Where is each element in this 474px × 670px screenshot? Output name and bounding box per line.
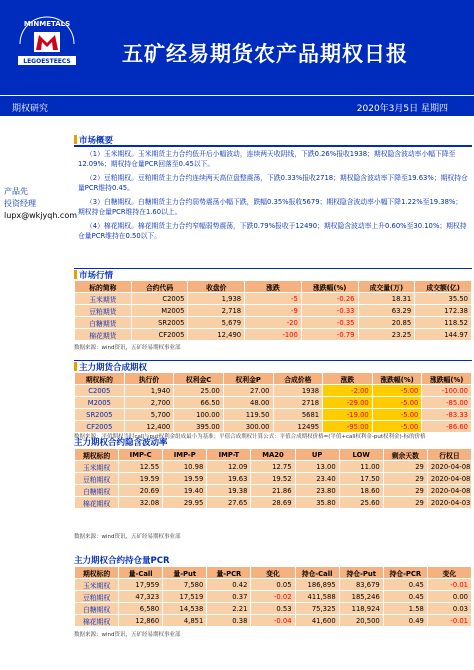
column-header: 量-Put (163, 567, 207, 579)
table-cell: -29.00 (323, 397, 373, 409)
table-cell: 47,323 (119, 591, 163, 603)
column-header: 量-Call (119, 567, 163, 579)
column-header: MA20 (251, 449, 295, 461)
column-header: 行权日 (427, 449, 471, 461)
table-cell: -5.00 (372, 397, 422, 409)
table-cell: -100.00 (422, 385, 472, 397)
table-cell: 5,679 (188, 317, 245, 329)
row-label: CF2005 (75, 421, 125, 433)
table-cell: -85.00 (422, 397, 472, 409)
table-cell: 185,246 (339, 591, 383, 603)
table-cell: 0.00 (427, 591, 471, 603)
table-cell: 25.60 (339, 497, 383, 509)
table-cell: 19.59 (163, 473, 207, 485)
column-header: 持仓-Put (339, 567, 383, 579)
table-row (75, 591, 472, 603)
table-cell: 17,959 (119, 579, 163, 591)
column-header: 成交量(万) (358, 281, 415, 293)
sub-header-bar (0, 96, 474, 116)
column-header: 期权标的 (75, 449, 119, 461)
column-header: 权利金P (223, 373, 273, 385)
table-cell: 395.00 (174, 421, 224, 433)
column-header: 执行价 (124, 373, 174, 385)
market-table (74, 280, 472, 341)
column-header: IMP-T (207, 449, 251, 461)
table-row (75, 421, 472, 433)
table-cell: 11.00 (339, 461, 383, 473)
table-cell: 2.21 (207, 603, 251, 615)
table-cell: 300.00 (223, 421, 273, 433)
row-label: 豆粕期权 (75, 473, 119, 485)
analyst-info (4, 186, 77, 222)
market-source: 数据来源：wind资讯，五矿经易期权事业部 (74, 345, 181, 351)
table-cell: 23.80 (295, 485, 339, 497)
table-cell: 0.49 (383, 615, 427, 627)
table-cell: 6,580 (119, 603, 163, 615)
column-header: 权利金C (174, 373, 224, 385)
row-label: M2005 (75, 397, 125, 409)
oi-source: 数据来源：wind资讯，五矿经易期权事业部 (74, 632, 181, 638)
table-cell: 12,860 (119, 615, 163, 627)
table-cell: 29.95 (163, 497, 207, 509)
column-header: 涨跌幅(%) (372, 373, 422, 385)
column-header: IMP-C (119, 449, 163, 461)
iv-heading: 主力期权合约隐含波动率 (74, 438, 168, 448)
table-row (75, 397, 472, 409)
row-label: 棉花期权 (75, 615, 119, 627)
column-header: 合约代码 (131, 281, 188, 293)
table-cell: 20.69 (119, 485, 163, 497)
row-label: 白糖期权 (75, 485, 119, 497)
logo-text: MINMETALS (23, 20, 71, 28)
table-cell: 118,924 (339, 603, 383, 615)
table-cell: -0.35 (301, 317, 358, 329)
table-cell: 2,700 (124, 397, 174, 409)
table-cell: 29 (383, 497, 427, 509)
heading-marker-icon (74, 135, 77, 144)
table-cell: 14,538 (163, 603, 207, 615)
table-header-row (75, 373, 472, 385)
table-cell: -0.33 (301, 305, 358, 317)
analyst-role: 投资经理 (4, 199, 36, 208)
table-cell: 23.40 (295, 473, 339, 485)
table-cell: 35.50 (415, 293, 472, 305)
table-cell: 0.05 (251, 579, 295, 591)
table-cell: 28.69 (251, 497, 295, 509)
summary-paragraph: （3）白糖期权。白糖期货主力合约弱势震荡小幅下跌，跌幅0.35%报收5679；期权隐含波动率小幅下降1.22%至19.38%；期权持仓量PCR维持在1.60以上。 (78, 198, 463, 216)
table-cell: 411,588 (295, 591, 339, 603)
table-cell: 20.85 (358, 317, 415, 329)
table-row (75, 497, 472, 509)
table-cell: 2718 (273, 397, 323, 409)
table-cell: 23.25 (358, 329, 415, 341)
table-cell: 4,851 (163, 615, 207, 627)
column-header: 量-PCR (207, 567, 251, 579)
column-header: 成交额(亿) (415, 281, 472, 293)
page-title: 五矿经易期货农产品期权日报 (122, 42, 408, 66)
table-cell: 100.00 (174, 409, 224, 421)
table-cell: 1.58 (383, 603, 427, 615)
table-cell: 17.50 (339, 473, 383, 485)
table-cell: 186,895 (295, 579, 339, 591)
table-cell: 27.00 (223, 385, 273, 397)
oi-heading: 主力期权合约持仓量PCR (74, 556, 170, 566)
table-cell: 27.65 (207, 497, 251, 509)
iv-table (74, 448, 472, 509)
table-cell: 2020-04-03 (427, 497, 471, 509)
table-cell: 7,580 (163, 579, 207, 591)
row-label: 棉花期货 (75, 329, 132, 341)
column-header: 持仓-PCR (383, 567, 427, 579)
table-cell: 21.86 (251, 485, 295, 497)
heading-marker-icon (74, 362, 77, 371)
column-header: 涨跌幅(%) (301, 281, 358, 293)
table-cell: 25.00 (174, 385, 224, 397)
row-label: 豆粕期权 (75, 591, 119, 603)
column-header: 期权标的 (75, 567, 119, 579)
table-cell: 12.09 (207, 461, 251, 473)
table-cell: -5 (245, 293, 302, 305)
column-header: LOW (339, 449, 383, 461)
table-cell: 2020-04-08 (427, 461, 471, 473)
column-header: 收盘价 (188, 281, 245, 293)
table-cell: 18.31 (358, 293, 415, 305)
table-row (75, 317, 472, 329)
table-cell: 32.08 (119, 497, 163, 509)
table-cell: 172.38 (415, 305, 472, 317)
table-row (75, 329, 472, 341)
summary-paragraph: （4）棉花期权。棉花期货主力合约窄幅弱势震荡，下跌0.79%报收于12490；期权隐含波动率上升0.60%至30.10%；期权持仓量PCR维持在0.50以下。 (78, 222, 467, 240)
table-cell: 2,718 (188, 305, 245, 317)
summary-paragraph: （1）玉米期权。玉米期货主力合约低开后小幅波动，连续两天收阴线，下跌0.26%报收1938；期权隐含波动率小幅下降至12.09%；期权持仓量PCR回落至0.45以下。 (78, 150, 456, 168)
table-cell: -19.00 (323, 409, 373, 421)
table-cell: 1,940 (124, 385, 174, 397)
table-cell: 0.53 (251, 603, 295, 615)
heading-marker-icon (74, 270, 77, 279)
table-row (75, 473, 472, 485)
table-row (75, 485, 472, 497)
table-cell: -83.33 (422, 409, 472, 421)
row-label: 白糖期货 (75, 317, 132, 329)
table-cell: 12,490 (188, 329, 245, 341)
logo-subtext: LEGOESTEECS (23, 58, 71, 65)
table-cell: 75,325 (295, 603, 339, 615)
row-label: SR2005 (75, 409, 125, 421)
table-cell: 29 (383, 473, 427, 485)
table-cell: 18.60 (339, 485, 383, 497)
row-label: 棉花期权 (75, 497, 119, 509)
column-header: 持仓-Call (295, 567, 339, 579)
market-heading: 市场行情 (74, 268, 472, 281)
synthetic-table (74, 372, 472, 433)
table-header-row (75, 281, 472, 293)
iv-source: 数据来源：wind资讯，五矿经易期权事业部 (74, 534, 181, 540)
table-header-row (75, 567, 472, 579)
table-cell: -0.26 (301, 293, 358, 305)
table-cell: -2.00 (323, 385, 373, 397)
table-cell: 20,500 (339, 615, 383, 627)
table-cell: 63.29 (358, 305, 415, 317)
table-cell: 1,938 (188, 293, 245, 305)
table-header-row (75, 449, 472, 461)
row-label: 豆粕期货 (75, 305, 132, 317)
column-header: 合成价格 (273, 373, 323, 385)
table-cell: 19.40 (163, 485, 207, 497)
table-cell: -0.02 (251, 591, 295, 603)
table-row (75, 305, 472, 317)
table-cell: 2020-04-08 (427, 485, 471, 497)
column-header: 剩余天数 (383, 449, 427, 461)
table-row (75, 603, 472, 615)
table-row (75, 461, 472, 473)
section-label: 期权研究 (12, 104, 49, 114)
table-cell: 48.00 (223, 397, 273, 409)
table-cell: 0.42 (207, 579, 251, 591)
oi-table (74, 566, 472, 627)
row-label: 玉米期权 (75, 579, 119, 591)
header-banner (0, 0, 474, 95)
table-cell: -9 (245, 305, 302, 317)
table-cell: -0.04 (251, 615, 295, 627)
table-cell: -0.01 (427, 615, 471, 627)
table-cell: 35.80 (295, 497, 339, 509)
table-cell: -0.01 (427, 579, 471, 591)
table-cell: 5681 (273, 409, 323, 421)
table-cell: 0.37 (207, 591, 251, 603)
row-label: C2005 (75, 385, 125, 397)
table-cell: -5.00 (372, 421, 422, 433)
table-cell: -20 (245, 317, 302, 329)
analyst-email[interactable]: lupx@wkjyqh.com (4, 211, 78, 220)
table-cell: 118.52 (415, 317, 472, 329)
column-header: UP (295, 449, 339, 461)
table-cell: -5.00 (372, 409, 422, 421)
column-header: 涨跌 (323, 373, 373, 385)
row-label: 白糖期权 (75, 603, 119, 615)
table-cell: 144.97 (415, 329, 472, 341)
table-cell: SR2005 (131, 317, 188, 329)
row-label: 玉米期货 (75, 293, 132, 305)
table-cell: 29 (383, 485, 427, 497)
column-header: 期权标的 (75, 373, 125, 385)
table-row (75, 293, 472, 305)
table-cell: 12.75 (251, 461, 295, 473)
table-row (75, 615, 472, 627)
table-cell: 19.52 (251, 473, 295, 485)
analyst-name: 产品先 (4, 187, 28, 196)
table-cell: 19.38 (207, 485, 251, 497)
table-cell: C2005 (131, 293, 188, 305)
column-header: 变化 (427, 567, 471, 579)
table-cell: 12495 (273, 421, 323, 433)
table-cell: 119.50 (223, 409, 273, 421)
table-cell: 41,600 (295, 615, 339, 627)
table-cell: 83,679 (339, 579, 383, 591)
column-header: 变化 (251, 567, 295, 579)
table-row (75, 579, 472, 591)
table-cell: 13.00 (295, 461, 339, 473)
table-cell: 12.55 (119, 461, 163, 473)
table-cell: -95.00 (323, 421, 373, 433)
table-row (75, 409, 472, 421)
column-header: 标的简称 (75, 281, 132, 293)
table-cell: 0.45 (383, 591, 427, 603)
table-cell: 0.38 (207, 615, 251, 627)
report-date: 2020年3月5日 星期四 (356, 104, 448, 114)
table-cell: -86.60 (422, 421, 472, 433)
table-row (75, 385, 472, 397)
table-cell: -100 (245, 329, 302, 341)
table-cell: -5.00 (372, 385, 422, 397)
row-label: 玉米期权 (75, 461, 119, 473)
table-cell: 10.98 (163, 461, 207, 473)
table-cell: 0.45 (383, 579, 427, 591)
summary-paragraph: （2）豆粕期权。豆粕期货主力合约连续两天高位盘整震荡，下跌0.33%报收2718；期权隐含波动率下降至19.63%；期权持仓量PCR维持0.45。 (78, 174, 468, 192)
column-header: 涨跌 (245, 281, 302, 293)
market-summary (74, 145, 472, 265)
synthetic-heading: 主力期货合成期权 (74, 360, 472, 373)
table-cell: 1938 (273, 385, 323, 397)
company-logo (12, 12, 82, 72)
column-header: IMP-P (163, 449, 207, 461)
table-cell: 0.03 (427, 603, 471, 615)
table-cell: 19.59 (119, 473, 163, 485)
table-cell: -0.79 (301, 329, 358, 341)
summary-heading: 市场概要 (74, 134, 113, 146)
table-cell: 2020-04-08 (427, 473, 471, 485)
table-cell: CF2005 (131, 329, 188, 341)
column-header: 涨跌幅(%) (422, 373, 472, 385)
synthetic-note: 数据来源：平值期权当时call与put权利金组成最小为基准；平值合成期权计算公式：平值合成期权价格=(平值+call权利金-put权利金)-标的价格 (74, 434, 426, 440)
table-cell: 29 (383, 461, 427, 473)
table-cell: 66.50 (174, 397, 224, 409)
table-cell: 19.63 (207, 473, 251, 485)
table-cell: 12,400 (124, 421, 174, 433)
table-cell: 17,519 (163, 591, 207, 603)
table-cell: 5,700 (124, 409, 174, 421)
table-cell: M2005 (131, 305, 188, 317)
